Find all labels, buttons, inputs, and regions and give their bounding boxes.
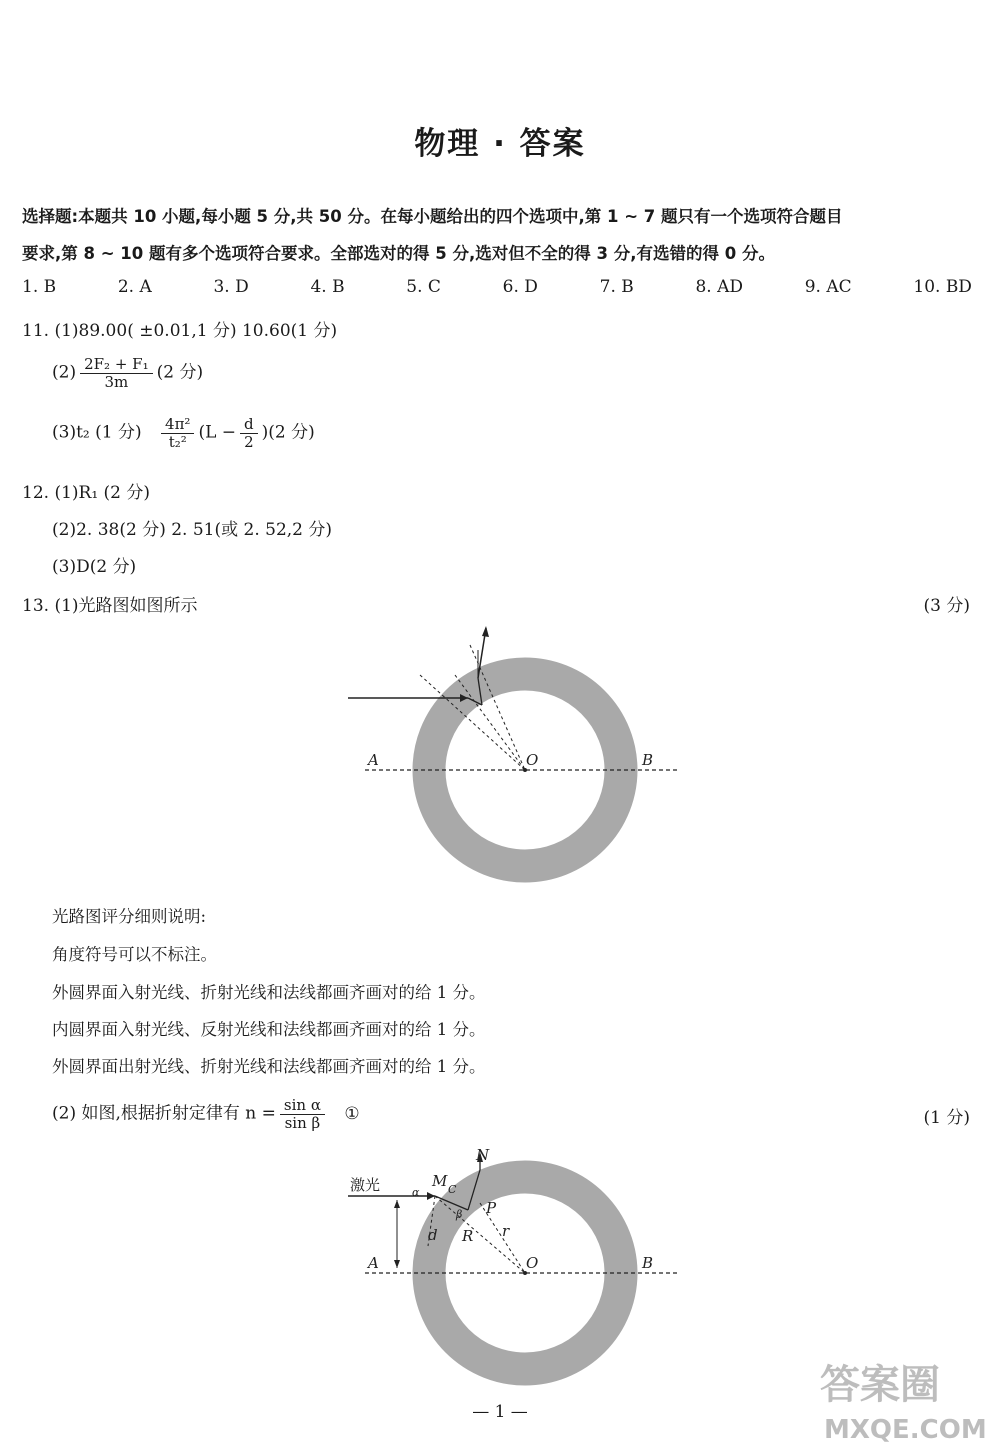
label-B: B xyxy=(642,751,654,769)
intro-line-2: 要求,第 8 ~ 10 题有多个选项符合要求。全部选对的得 5 分,选对但不全的得 3 分,有选错的得 0 分。 xyxy=(22,244,775,263)
watermark-logo xyxy=(800,1350,996,1446)
arrow-head xyxy=(394,1260,400,1268)
fraction-denominator: t₂² xyxy=(168,432,187,451)
arrow-head xyxy=(394,1200,400,1208)
q11-part2 xyxy=(52,356,203,390)
choice-answer: 2. A xyxy=(117,277,152,297)
q11-part3-fraction xyxy=(161,416,194,450)
note-line: 外圆界面出射光线、折射光线和法线都画齐画对的给 1 分。 xyxy=(52,1057,486,1076)
q13-part2-fraction xyxy=(280,1097,325,1131)
fraction-numerator: 4π² xyxy=(161,416,194,434)
fraction-numerator: sin α xyxy=(280,1097,325,1115)
choice-answer: 3. D xyxy=(213,277,249,297)
note-line: 光路图评分细则说明: xyxy=(52,907,207,926)
fraction-denominator: 2 xyxy=(244,432,254,451)
label-N: N xyxy=(476,1148,490,1164)
watermark-url: MXQE.COM xyxy=(824,1415,987,1445)
q11-part3-score: )(2 分) xyxy=(261,422,315,443)
q11-part3-middle: (L − xyxy=(198,422,237,443)
label-alpha: α xyxy=(412,1186,420,1199)
choice-answer: 6. D xyxy=(502,277,538,297)
q13-part2-score: (1 分) xyxy=(923,1108,970,1128)
watermark-text: 答案圈 xyxy=(820,1362,940,1408)
q11-part1: 11. (1)89.00( ±0.01,1 分) 10.60(1 分) xyxy=(22,321,338,341)
q11-part3 xyxy=(52,416,315,450)
choice-answer: 5. C xyxy=(406,277,441,297)
q11-part2-prefix: (2) xyxy=(52,362,77,383)
q13-part2-prefix: (2) 如图,根据折射定律有 n = xyxy=(52,1103,276,1124)
label-P: P xyxy=(486,1199,497,1217)
q11-part3-fraction-2 xyxy=(240,416,258,450)
label-A: A xyxy=(368,751,379,769)
fraction-numerator: 2F₂ + F₁ xyxy=(80,356,153,374)
note-line: 角度符号可以不标注。 xyxy=(52,945,217,964)
page-title: 物理 · 答案 xyxy=(414,126,586,162)
fraction-denominator: sin β xyxy=(284,1113,321,1132)
choice-answer: 7. B xyxy=(599,277,634,297)
light-path-diagram-2 xyxy=(340,1148,700,1398)
q12-part2: (2)2. 38(2 分) 2. 51(或 2. 52,2 分) xyxy=(52,520,333,540)
label-laser: 激光 xyxy=(350,1176,381,1194)
choice-answer: 4. B xyxy=(310,277,345,297)
light-path-diagram-1 xyxy=(340,620,700,895)
choice-answer: 8. AD xyxy=(695,277,744,297)
fraction-numerator: d xyxy=(240,416,258,434)
page-number: — 1 — xyxy=(472,1402,528,1422)
q13-part1-score: (3 分) xyxy=(923,596,970,616)
equation-mark: ① xyxy=(344,1103,360,1124)
label-R: R xyxy=(462,1227,474,1245)
label-B: B xyxy=(642,1254,654,1272)
label-O: O xyxy=(526,751,539,769)
label-C: C xyxy=(448,1183,457,1196)
label-r: r xyxy=(502,1222,510,1240)
choice-answer: 1. B xyxy=(22,277,57,297)
choice-answer: 9. AC xyxy=(804,277,852,297)
choice-answer: 10. BD xyxy=(913,277,972,297)
label-beta: β xyxy=(456,1208,463,1221)
label-d: d xyxy=(428,1226,438,1244)
intro-line-1: 选择题:本题共 10 小题,每小题 5 分,共 50 分。在每小题给出的四个选项中,第 1 ~ 7 题只有一个选项符合题目 xyxy=(22,207,843,226)
choice-answers xyxy=(22,277,972,297)
q13-part1: 13. (1)光路图如图所示 xyxy=(22,596,198,616)
q13-part2 xyxy=(52,1097,360,1131)
note-line: 内圆界面入射光线、反射光线和法线都画齐画对的给 1 分。 xyxy=(52,1020,486,1039)
q11-part2-fraction xyxy=(80,356,153,390)
q12-part1: 12. (1)R₁ (2 分) xyxy=(22,483,151,503)
center-point xyxy=(523,768,527,772)
arrow-head xyxy=(427,1192,435,1200)
center-point xyxy=(523,1271,527,1275)
label-M: M xyxy=(432,1172,448,1190)
q11-part3-prefix: (3)t₂ (1 分) xyxy=(52,422,142,443)
q12-part3: (3)D(2 分) xyxy=(52,557,137,577)
fraction-denominator: 3m xyxy=(104,372,129,391)
label-O: O xyxy=(526,1254,539,1272)
q11-part2-score: (2 分) xyxy=(156,362,204,383)
label-A: A xyxy=(368,1254,379,1272)
note-line: 外圆界面入射光线、折射光线和法线都画齐画对的给 1 分。 xyxy=(52,983,486,1002)
arrow-head xyxy=(482,626,489,637)
